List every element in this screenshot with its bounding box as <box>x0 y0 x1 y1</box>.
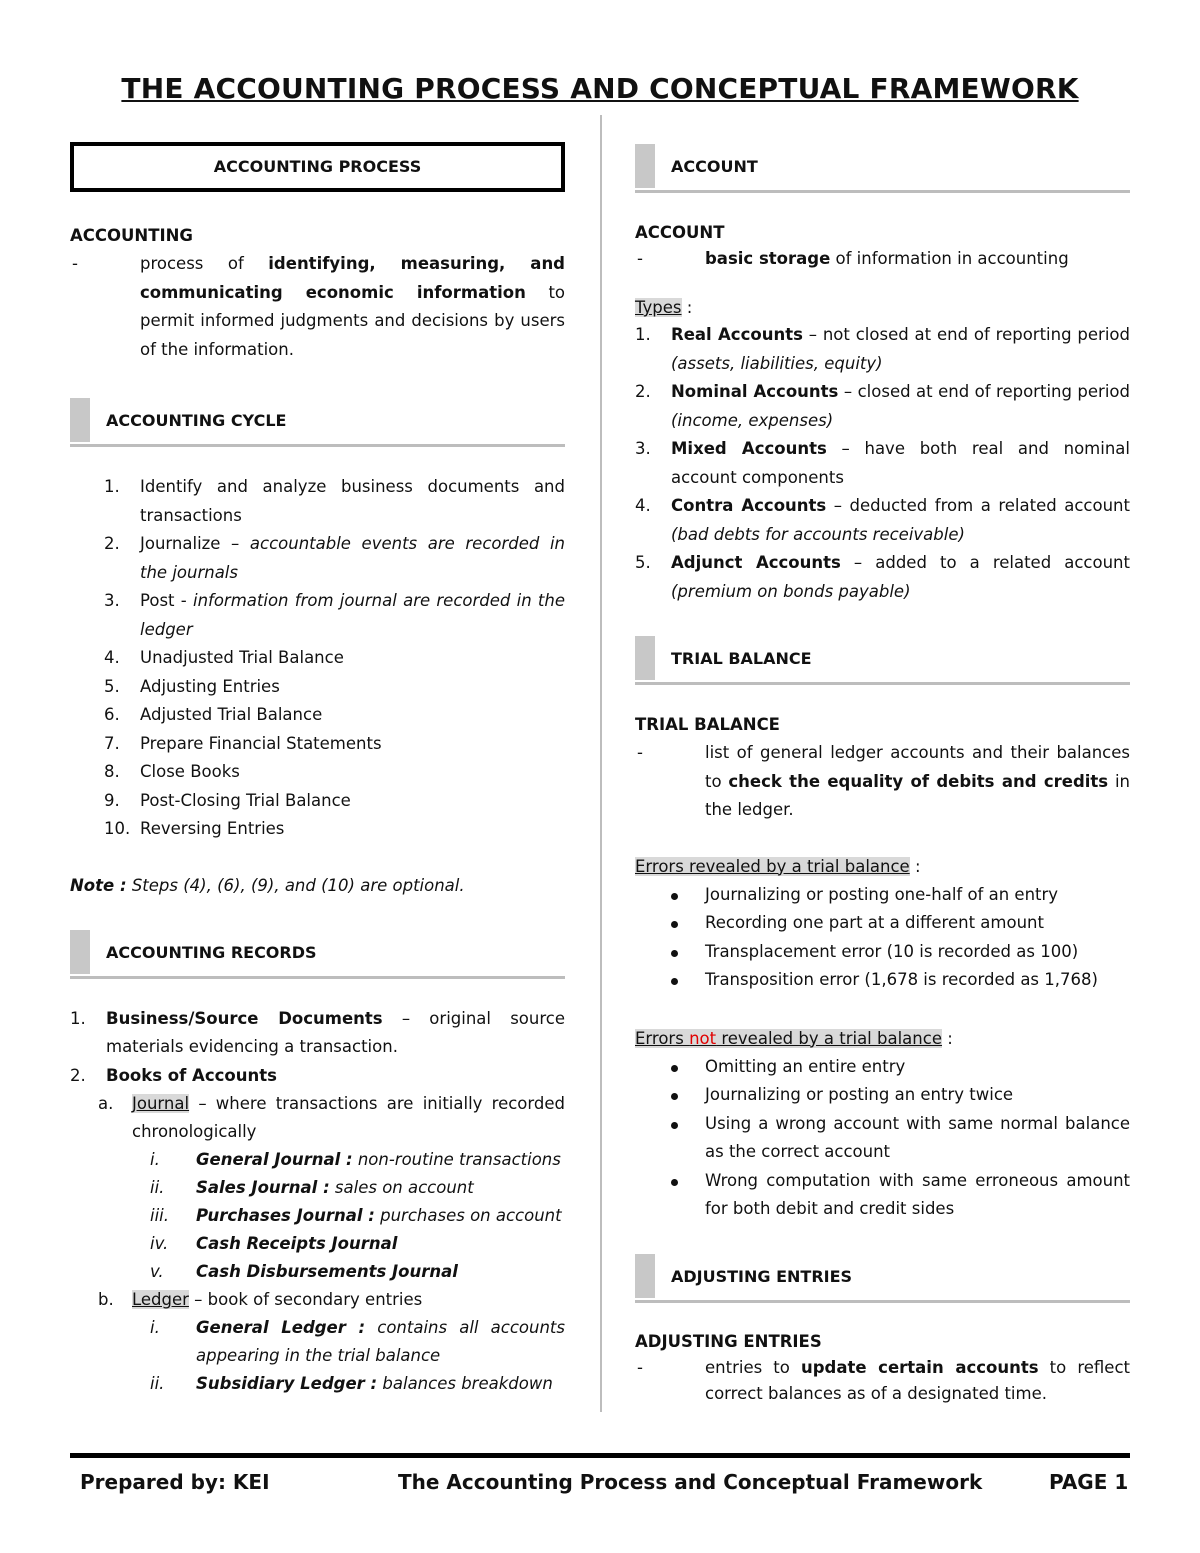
accounting-process-box-heading: ACCOUNTING PROCESS <box>70 142 565 192</box>
page-title: THE ACCOUNTING PROCESS AND CONCEPTUAL FRAMEWORK <box>121 72 1079 105</box>
bullet-icon <box>671 893 678 900</box>
list-item <box>635 321 1130 378</box>
ledger-item: b. Ledger – book of secondary entries <box>98 1290 423 1309</box>
type-term: Contra Accounts <box>671 496 827 515</box>
list-item <box>70 473 565 530</box>
bullet-icon <box>671 1065 678 1072</box>
step-number: 3. <box>104 591 120 610</box>
errors-not-revealed-list <box>635 1053 1130 1224</box>
account-types-list <box>635 321 1130 606</box>
list-item <box>635 966 1130 995</box>
cycle-note: Note : Steps (4), (6), (9), and (10) are optional. <box>70 875 465 895</box>
list-item <box>635 378 1130 435</box>
step-text: Post - <box>140 591 193 610</box>
footer-prepared-by: Prepared by: KEI <box>80 1470 270 1494</box>
item-numeral: iii. <box>150 1206 169 1225</box>
step-text: Adjusting Entries <box>140 676 280 696</box>
adjusting-entries-heading: ADJUSTING ENTRIES <box>635 1254 1130 1303</box>
type-number: 2. <box>635 382 651 401</box>
bullet-icon <box>671 1179 678 1186</box>
list-item <box>70 673 565 702</box>
list-item <box>635 1081 1130 1110</box>
right-column <box>635 140 1130 1407</box>
type-term: Adjunct Accounts <box>671 553 841 572</box>
type-definition: – not closed at end of reporting period <box>802 325 1130 344</box>
item-term: Purchases Journal : <box>196 1206 375 1225</box>
list-item <box>635 492 1130 549</box>
bullet-icon <box>671 1122 678 1129</box>
step-number: 1. <box>104 477 120 496</box>
list-item <box>635 1110 1130 1167</box>
step-number: 7. <box>104 733 120 753</box>
heading-bar <box>635 144 655 188</box>
step-detail: information from journal are recorded in the ledger <box>140 591 565 639</box>
bullet-text: Journalizing or posting one-half of an entry <box>705 884 1059 904</box>
item-term: Subsidiary Ledger : <box>196 1374 378 1393</box>
journal-item: a. Journal – where transactions are initially recorded chronologically <box>98 1094 565 1141</box>
step-number: 5. <box>104 676 120 696</box>
type-definition: – deducted from a related account <box>826 496 1130 515</box>
trial-balance-heading: TRIAL BALANCE <box>635 636 1130 685</box>
list-item <box>70 1314 565 1370</box>
accounting-records-list <box>70 1005 565 1091</box>
bullet-text: Omitting an entire entry <box>705 1056 906 1076</box>
step-text: Prepare Financial Statements <box>140 733 382 753</box>
type-example: (income, expenses) <box>671 410 834 430</box>
list-item <box>70 1370 565 1398</box>
type-definition: – closed at end of reporting period <box>838 382 1130 401</box>
bullet-text: Journalizing or posting an entry twice <box>705 1085 1014 1104</box>
accounting-definition: - process of identifying, measuring, and communicating economic information to permit informed judgments and decisions by users of the information. <box>72 254 566 359</box>
accounting-cycle-list <box>70 473 565 844</box>
accounting-records-heading: ACCOUNTING RECORDS <box>70 930 565 979</box>
item-definition: non-routine transactions <box>352 1150 561 1169</box>
step-text: Close Books <box>140 762 240 781</box>
list-item <box>635 435 1130 492</box>
step-number: 4. <box>104 648 120 667</box>
step-number: 6. <box>104 705 120 724</box>
errors-revealed-list <box>635 881 1130 995</box>
list-item <box>635 549 1130 606</box>
list-item <box>70 730 565 759</box>
item-definition: contains all accounts appearing in the trial balance <box>196 1318 565 1365</box>
trial-balance-term: TRIAL BALANCE <box>635 715 780 734</box>
accounting-term: ACCOUNTING <box>70 226 193 245</box>
bullet-text: Using a wrong account with same normal balance as the correct account <box>705 1113 1130 1161</box>
list-item: 1. Business/Source Documents – original source materials evidencing a transaction. <box>70 1008 566 1056</box>
step-number: 9. <box>104 790 120 810</box>
item-numeral: iv. <box>150 1234 169 1253</box>
trial-balance-definition: - list of general ledger accounts and their balances to check the equality of debits and credits in the ledger. <box>637 743 1130 819</box>
heading-bar <box>635 1254 655 1298</box>
list-item <box>70 758 565 787</box>
types-label: Types : <box>635 298 693 317</box>
item-definition: balances breakdown <box>377 1374 553 1393</box>
column-divider <box>600 115 602 1412</box>
list-item <box>70 587 565 644</box>
type-number: 1. <box>635 325 651 344</box>
left-column <box>70 140 565 1398</box>
list-item <box>70 1146 565 1174</box>
type-example: (assets, liabilities, equity) <box>671 353 883 373</box>
list-item <box>70 644 565 673</box>
bullet-icon <box>671 950 678 957</box>
item-definition: purchases on account <box>374 1206 562 1225</box>
type-term: Mixed Accounts <box>671 439 827 458</box>
item-numeral: v. <box>150 1262 164 1281</box>
step-text: Post-Closing Trial Balance <box>140 790 351 810</box>
bullet-text: Wrong computation with same erroneous amount for both debit and credit sides <box>705 1170 1130 1218</box>
type-number: 5. <box>635 553 651 572</box>
list-item <box>635 938 1130 967</box>
type-example: (premium on bonds payable) <box>671 581 911 601</box>
item-term: Sales Journal : <box>196 1178 330 1197</box>
item-term: General Ledger : <box>196 1318 366 1337</box>
bullet-text: Transplacement error (10 is recorded as 100) <box>705 941 1079 961</box>
step-text: Journalize – <box>140 534 250 553</box>
adjusting-entries-definition: - entries to update certain accounts to reflect correct balances as of a designated time. <box>637 1357 1131 1403</box>
heading-bar <box>70 398 90 442</box>
heading-bar <box>635 636 655 680</box>
type-definition: – added to a related account <box>840 553 1130 572</box>
footer-doc-title: The Accounting Process and Conceptual Framework <box>398 1470 983 1494</box>
item-numeral: ii. <box>150 1178 165 1197</box>
ledger-types-list <box>70 1314 565 1398</box>
bullet-icon <box>671 921 678 928</box>
list-item <box>70 701 565 730</box>
type-number: 4. <box>635 496 651 515</box>
bullet-icon <box>671 978 678 985</box>
step-text: Identify and analyze business documents and transactions <box>140 477 565 525</box>
step-number: 10. <box>104 819 131 838</box>
account-term: ACCOUNT <box>635 223 725 242</box>
step-number: 8. <box>104 762 120 781</box>
type-term: Real Accounts <box>671 325 803 344</box>
step-text: Unadjusted Trial Balance <box>140 648 344 667</box>
list-item <box>635 909 1130 938</box>
item-numeral: i. <box>150 1318 160 1337</box>
item-term: General Journal : <box>196 1150 353 1169</box>
errors-not-revealed-label: Errors not revealed by a trial balance : <box>635 1028 953 1048</box>
item-numeral: ii. <box>150 1374 165 1393</box>
step-text: Adjusted Trial Balance <box>140 705 323 724</box>
list-item: 2. Books of Accounts <box>70 1065 277 1085</box>
list-item <box>635 1053 1130 1082</box>
step-text: Reversing Entries <box>140 819 285 838</box>
type-definition: – have both real and nominal account components <box>671 439 1130 487</box>
step-detail: accountable events are recorded in the journals <box>140 534 565 582</box>
accounting-cycle-heading: ACCOUNTING CYCLE <box>70 398 565 447</box>
list-item <box>70 1202 565 1230</box>
type-term: Nominal Accounts <box>671 382 839 401</box>
list-item <box>70 815 565 844</box>
account-definition: - basic storage of information in accounting <box>637 249 1069 268</box>
item-term: Cash Receipts Journal <box>196 1234 398 1253</box>
item-definition: sales on account <box>329 1178 474 1197</box>
footer-page-number: PAGE 1 <box>1049 1470 1129 1494</box>
adjusting-entries-term: ADJUSTING ENTRIES <box>635 1331 822 1351</box>
step-number: 2. <box>104 534 120 553</box>
errors-revealed-label: Errors revealed by a trial balance : <box>635 856 921 876</box>
account-heading: ACCOUNT <box>635 144 1130 193</box>
journal-types-list <box>70 1146 565 1286</box>
list-item <box>635 881 1130 910</box>
item-numeral: i. <box>150 1150 160 1169</box>
heading-bar <box>70 930 90 974</box>
list-item <box>70 1258 565 1286</box>
bullet-text: Transposition error (1,678 is recorded as 1,768) <box>705 970 1098 989</box>
footer-rule <box>70 1453 1130 1458</box>
list-item <box>70 1230 565 1258</box>
type-number: 3. <box>635 439 651 458</box>
list-item <box>70 1174 565 1202</box>
item-term: Cash Disbursements Journal <box>196 1262 458 1281</box>
list-item <box>70 530 565 587</box>
bullet-icon <box>671 1093 678 1100</box>
list-item <box>635 1167 1130 1224</box>
type-example: (bad debts for accounts receivable) <box>671 524 965 544</box>
bullet-text: Recording one part at a different amount <box>705 913 1044 932</box>
list-item <box>70 787 565 816</box>
